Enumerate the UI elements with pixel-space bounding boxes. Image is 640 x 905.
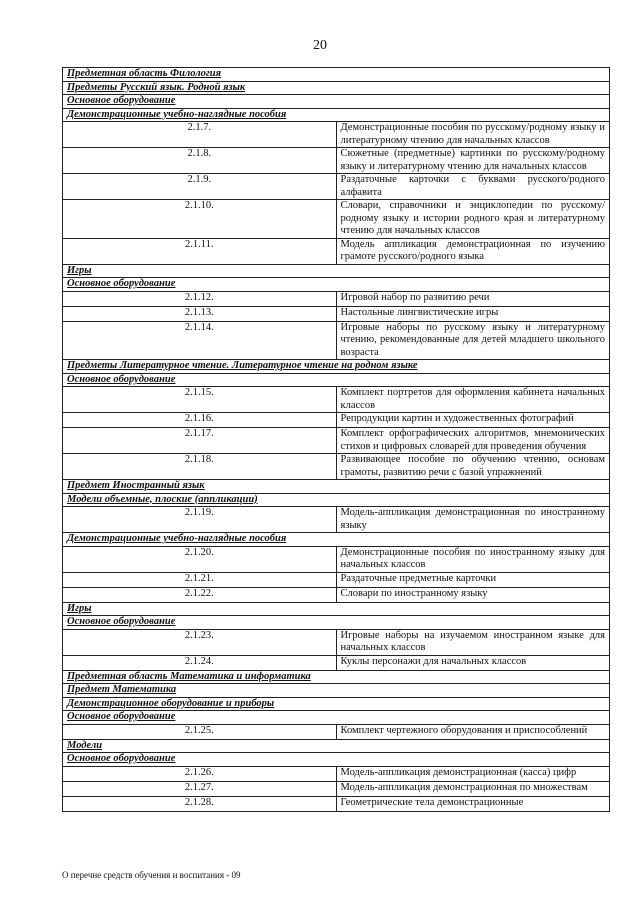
item-description: Словари по иностранному языку xyxy=(336,587,610,602)
item-number: 2.1.21. xyxy=(63,572,337,587)
section-header-row xyxy=(63,278,610,292)
table-row xyxy=(63,507,610,533)
item-number: 2.1.7. xyxy=(63,122,337,148)
table-row xyxy=(63,200,610,239)
item-number: 2.1.10. xyxy=(63,200,337,239)
item-description: Раздаточные карточки с буквами русского/родного алфавита xyxy=(336,174,610,200)
item-number: 2.1.16. xyxy=(63,413,337,428)
section-header: Игры xyxy=(63,264,610,278)
section-header: Предметная область Филология xyxy=(63,68,610,82)
section-header-row xyxy=(63,533,610,547)
table-row xyxy=(63,238,610,264)
item-description: Игровые наборы на изучаемом иностранном языке для начальных классов xyxy=(336,629,610,655)
table-row xyxy=(63,587,610,602)
item-number: 2.1.26. xyxy=(63,766,337,781)
section-header-row xyxy=(63,95,610,109)
section-header: Основное оборудование xyxy=(63,753,610,767)
section-header-row xyxy=(63,480,610,494)
item-number: 2.1.18. xyxy=(63,454,337,480)
item-number: 2.1.25. xyxy=(63,724,337,739)
page-number: 20 xyxy=(313,38,327,53)
section-header: Предметы Литературное чтение. Литературное чтение на родном языке xyxy=(63,360,610,374)
item-description: Репродукции картин и художественных фотографий xyxy=(336,413,610,428)
item-number: 2.1.27. xyxy=(63,781,337,796)
item-description: Модель-аппликация демонстрационная по множествам xyxy=(336,781,610,796)
section-header-row xyxy=(63,360,610,374)
item-description: Комплект орфографических алгоритмов, мнемонических стихов и цифровых словарей для проведения обучения xyxy=(336,428,610,454)
item-description: Настольные лингвистические игры xyxy=(336,306,610,321)
table-row xyxy=(63,454,610,480)
item-number: 2.1.17. xyxy=(63,428,337,454)
section-header: Предметы Русский язык. Родной язык xyxy=(63,81,610,95)
table-row xyxy=(63,387,610,413)
item-description: Комплект чертежного оборудования и приспособлений xyxy=(336,724,610,739)
section-header: Основное оборудование xyxy=(63,616,610,630)
section-header: Демонстрационные учебно-наглядные пособия xyxy=(63,533,610,547)
equipment-table-body xyxy=(63,68,610,812)
section-header: Модели xyxy=(63,739,610,753)
table-row xyxy=(63,766,610,781)
section-header-row xyxy=(63,373,610,387)
section-header: Предметная область Математика и информатика xyxy=(63,670,610,684)
item-number: 2.1.23. xyxy=(63,629,337,655)
section-header: Основное оборудование xyxy=(63,95,610,109)
item-description: Куклы персонажи для начальных классов xyxy=(336,655,610,670)
item-description: Геометрические тела демонстрационные xyxy=(336,796,610,811)
table-row xyxy=(63,428,610,454)
section-header: Основное оборудование xyxy=(63,373,610,387)
item-number: 2.1.13. xyxy=(63,306,337,321)
table-row xyxy=(63,306,610,321)
section-header-row xyxy=(63,697,610,711)
table-row xyxy=(63,174,610,200)
item-number: 2.1.9. xyxy=(63,174,337,200)
page-footer: О перечне средств обучения и воспитания - 09 xyxy=(62,870,241,880)
section-header-row xyxy=(63,753,610,767)
table-row xyxy=(63,781,610,796)
section-header: Предмет Математика xyxy=(63,684,610,698)
item-number: 2.1.11. xyxy=(63,238,337,264)
table-row xyxy=(63,122,610,148)
item-description: Раздаточные предметные карточки xyxy=(336,572,610,587)
section-header: Демонстрационные учебно-наглядные пособия xyxy=(63,108,610,122)
item-description: Сюжетные (предметные) картинки по русскому/родному языку и литературному чтению для начальных классов xyxy=(336,148,610,174)
table-row xyxy=(63,413,610,428)
item-description: Демонстрационные пособия по русскому/родному языку и литературному чтению для начальных классов xyxy=(336,122,610,148)
section-header: Основное оборудование xyxy=(63,278,610,292)
table-row xyxy=(63,796,610,811)
section-header-row xyxy=(63,68,610,82)
section-header: Модели объемные, плоские (аппликации) xyxy=(63,493,610,507)
item-number: 2.1.20. xyxy=(63,546,337,572)
item-number: 2.1.8. xyxy=(63,148,337,174)
equipment-table xyxy=(62,67,610,812)
table-row xyxy=(63,546,610,572)
table-row xyxy=(63,724,610,739)
item-number: 2.1.14. xyxy=(63,321,337,360)
item-description: Игровой набор по развитию речи xyxy=(336,291,610,306)
item-number: 2.1.15. xyxy=(63,387,337,413)
section-header-row xyxy=(63,264,610,278)
table-row xyxy=(63,321,610,360)
item-number: 2.1.12. xyxy=(63,291,337,306)
section-header-row xyxy=(63,108,610,122)
section-header: Игры xyxy=(63,602,610,616)
item-description: Модель аппликация демонстрационная по изучению грамоте русского/родного языка xyxy=(336,238,610,264)
table-row xyxy=(63,291,610,306)
table-row xyxy=(63,655,610,670)
section-header-row xyxy=(63,602,610,616)
section-header-row xyxy=(63,684,610,698)
section-header-row xyxy=(63,670,610,684)
table-row xyxy=(63,572,610,587)
section-header-row xyxy=(63,711,610,725)
section-header-row xyxy=(63,81,610,95)
table-row xyxy=(63,148,610,174)
section-header-row xyxy=(63,493,610,507)
item-description: Комплект портретов для оформления кабинета начальных классов xyxy=(336,387,610,413)
section-header: Основное оборудование xyxy=(63,711,610,725)
section-header-row xyxy=(63,616,610,630)
item-number: 2.1.24. xyxy=(63,655,337,670)
item-description: Развивающее пособие по обучению чтению, основам грамоты, развитию речи с базой упражнений xyxy=(336,454,610,480)
item-description: Игровые наборы по русскому языку и литературному чтению, рекомендованные для детей младшего школьного возраста xyxy=(336,321,610,360)
item-description: Модель-аппликация демонстрационная (касса) цифр xyxy=(336,766,610,781)
section-header-row xyxy=(63,739,610,753)
item-description: Словари, справочники и энциклопедии по русскому/родному языку и истории родного края и литературному чтению для начальных классов xyxy=(336,200,610,239)
item-description: Демонстрационные пособия по иностранному языку для начальных классов xyxy=(336,546,610,572)
item-description: Модель-аппликация демонстрационная по иностранному языку xyxy=(336,507,610,533)
item-number: 2.1.28. xyxy=(63,796,337,811)
item-number: 2.1.22. xyxy=(63,587,337,602)
section-header: Предмет Иностранный язык xyxy=(63,480,610,494)
section-header: Демонстрационное оборудование и приборы xyxy=(63,697,610,711)
item-number: 2.1.19. xyxy=(63,507,337,533)
table-row xyxy=(63,629,610,655)
